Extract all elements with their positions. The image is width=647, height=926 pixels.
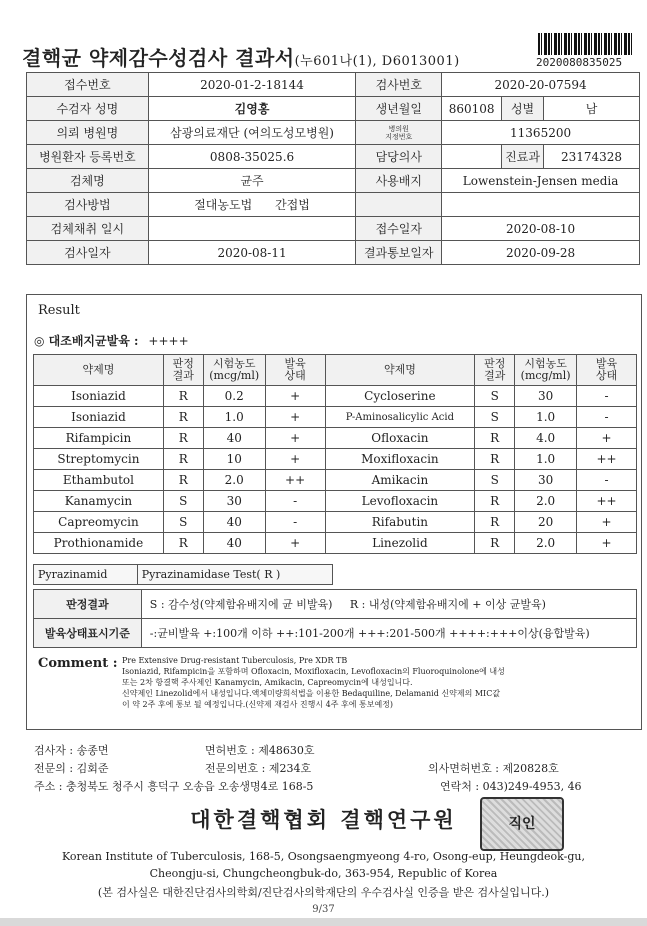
- growth: ++: [577, 491, 637, 512]
- judgement: R: [163, 386, 203, 407]
- pyrazinamid-row: [33, 564, 333, 585]
- drug-name: Kanamycin: [34, 491, 164, 512]
- label-report-date: 결과통보일자: [356, 241, 442, 265]
- judgement: R: [163, 533, 203, 554]
- concentration: 10: [203, 449, 265, 470]
- drug-name: Ethambutol: [34, 470, 164, 491]
- label-birthdate: 생년월일: [356, 97, 442, 121]
- label-sex: 성별: [502, 97, 544, 121]
- label-department: 진료과: [502, 145, 544, 169]
- label-patient-name: 수검자 성명: [27, 97, 149, 121]
- judgement: R: [163, 428, 203, 449]
- concentration: 1.0: [515, 407, 577, 428]
- concentration: 1.0: [203, 407, 265, 428]
- drug-name: Moxifloxacin: [325, 449, 475, 470]
- growth: ++: [265, 470, 325, 491]
- growth: -: [265, 491, 325, 512]
- drug-name: Prothionamide: [34, 533, 164, 554]
- patient-name: 김영홍: [148, 97, 356, 121]
- judgement: R: [163, 449, 203, 470]
- info-table: [26, 72, 640, 265]
- test-no: 2020-20-07594: [442, 73, 640, 97]
- drug-name: Rifabutin: [325, 512, 475, 533]
- concentration: 0.2: [203, 386, 265, 407]
- expert: 전문의 : 김회준: [34, 762, 109, 775]
- report-date: 2020-09-28: [442, 241, 640, 265]
- drug-name: Amikacin: [325, 470, 475, 491]
- expert-license: 전문의번호 : 제234호: [205, 762, 312, 775]
- concentration: 30: [203, 491, 265, 512]
- address-english: Korean Institute of Tuberculosis, 168-5, Osongsaengmyeong 4-ro, Osong-eup, Heungdeok-gu, Cheongju-si, Chungcheongbuk-do, 363-954, Republic of Korea: [61, 850, 585, 880]
- comment-label: Comment :: [38, 656, 118, 671]
- lab-address: 주소 : 충청북도 청주시 흥덕구 오송읍 오송생명4로 168-5: [34, 780, 314, 793]
- lab-phone: 연락처 : 043)249-4953, 46: [440, 780, 582, 793]
- hospital-code: 11365200: [442, 121, 640, 145]
- growth: +: [577, 428, 637, 449]
- hospital-patient-no: 0808-35025.6: [148, 145, 356, 169]
- header-growth: 발육 상태: [265, 355, 325, 386]
- barcode-number: 2020080835025: [536, 56, 623, 69]
- drug-name: Linezolid: [325, 533, 475, 554]
- growth: -: [577, 407, 637, 428]
- header-growth: 발육 상태: [577, 355, 637, 386]
- tester-license: 면허번호 : 제48630호: [205, 744, 315, 757]
- label-medium: 사용배지: [356, 169, 442, 193]
- concentration: 4.0: [515, 428, 577, 449]
- header-judgement: 판정 결과: [475, 355, 515, 386]
- criteria-table: [33, 589, 637, 648]
- table-row: [34, 428, 637, 449]
- judgement: S: [475, 407, 515, 428]
- growth: ++: [577, 449, 637, 470]
- doctor-license: 의사면허번호 : 제20828호: [428, 762, 559, 775]
- growth: +: [577, 533, 637, 554]
- concentration: 30: [515, 386, 577, 407]
- label-hospital: 의뢰 병원명: [27, 121, 149, 145]
- drug-name: Isoniazid: [34, 386, 164, 407]
- concentration: 1.0: [515, 449, 577, 470]
- judgement: S: [163, 491, 203, 512]
- table-row: [34, 386, 637, 407]
- barcode-icon: [538, 33, 632, 55]
- medium: Lowenstein-Jensen media: [442, 169, 640, 193]
- drug-name: Isoniazid: [34, 407, 164, 428]
- pyrazinamid-result: Pyrazinamidase Test( R ): [137, 565, 332, 585]
- growth: -: [265, 512, 325, 533]
- judgement-criteria: S : 감수성(약제함유배지에 균 비발육) R : 내성(약제함유배지에 + 이상 균발육): [141, 590, 636, 619]
- table-row: [34, 449, 637, 470]
- doctor-name: [442, 145, 502, 169]
- judgement: R: [475, 533, 515, 554]
- label-hospital-patient-no: 병원환자 등록번호: [27, 145, 149, 169]
- receipt-no: 2020-01-2-18144: [148, 73, 356, 97]
- document-title: 결핵균 약제감수성검사 결과서(누601나(1), D6013001): [22, 46, 460, 70]
- label-doctor: 담당의사: [356, 145, 442, 169]
- birthdate: 860108: [442, 97, 502, 121]
- concentration: 20: [515, 512, 577, 533]
- drug-name: Rifampicin: [34, 428, 164, 449]
- form-code: (누601나(1), D6013001): [294, 54, 460, 69]
- concentration: 2.0: [515, 533, 577, 554]
- department-code: 23174328: [544, 145, 640, 169]
- growth: +: [265, 407, 325, 428]
- concentration: 40: [203, 533, 265, 554]
- drug-table: [33, 354, 637, 554]
- organization-name: 대한결핵협회 결핵연구원: [190, 807, 457, 832]
- growth: +: [265, 386, 325, 407]
- judgement: R: [475, 491, 515, 512]
- specimen: 균주: [148, 169, 356, 193]
- pyrazinamid-label: Pyrazinamid: [34, 565, 138, 585]
- header-concentration: 시험농도 (mcg/ml): [515, 355, 577, 386]
- judgement: R: [475, 449, 515, 470]
- label-hospital-code: 병의원 지정번호: [356, 121, 442, 145]
- seal-stamp-icon: 직인: [480, 797, 564, 851]
- drug-name: Streptomycin: [34, 449, 164, 470]
- table-row: [34, 533, 637, 554]
- sex: 남: [544, 97, 640, 121]
- growth: +: [265, 428, 325, 449]
- drug-name: P-Aminosalicylic Acid: [325, 407, 475, 428]
- table-row: [34, 491, 637, 512]
- drug-name: Capreomycin: [34, 512, 164, 533]
- judgement: R: [475, 512, 515, 533]
- drug-name: Ofloxacin: [325, 428, 475, 449]
- test-method: 절대농도법 간접법: [148, 193, 356, 217]
- judgement: S: [475, 386, 515, 407]
- concentration: 40: [203, 512, 265, 533]
- page-number: 9/37: [312, 904, 335, 915]
- judgement-label: 판정결과: [34, 590, 142, 619]
- header-judgement: 판정 결과: [163, 355, 203, 386]
- label-collection-date: 검체채취 일시: [27, 217, 149, 241]
- growth: +: [265, 533, 325, 554]
- judgement: R: [163, 407, 203, 428]
- growth: +: [265, 449, 325, 470]
- concentration: 2.0: [203, 470, 265, 491]
- certification-note: (본 검사실은 대한진단검사의학회/진단검사의학재단의 우수검사실 인증을 받은 검사실입니다.): [97, 886, 550, 899]
- comment-text: Pre Extensive Drug-resistant Tuberculosis, Pre XDR TB Isoniazid, Rifampicin을 포함하며 Ofloxacin, Moxifloxacin, Levofloxacin의 Fluoroquinolone에 내성 또는 2차 항결핵 주사제인 Kanamycin, Amikacin, Capreomycin에 내성입니다. 신약제인 Linezolid에서 내성입니다.액체미량희석법을 이용한 Bedaquiline, Delamanid 신약제의 MIC값 이 약 2주 후에 통보 될 예정입니다.(신약제 재검사 진행시 4주 후에 통보예정): [122, 656, 505, 709]
- growth: -: [577, 470, 637, 491]
- table-row: [34, 407, 637, 428]
- collection-date: [148, 217, 356, 241]
- header-drug: 약제명: [34, 355, 164, 386]
- judgement: S: [475, 470, 515, 491]
- control-growth: ◎ 대조배지균발육 : ++++: [34, 334, 189, 348]
- test-date: 2020-08-11: [148, 241, 356, 265]
- hospital-name: 삼광의료재단 (여의도성모병원): [148, 121, 356, 145]
- growth-criteria: -:균비발육 +:100개 이하 ++:101-200개 +++:201-500개 ++++:+++이상(융합발육): [141, 619, 636, 648]
- label-receipt-no: 접수번호: [27, 73, 149, 97]
- tester: 검사자 : 송종면: [34, 744, 109, 757]
- label-test-method: 검사방법: [27, 193, 149, 217]
- label-receipt-date: 접수일자: [356, 217, 442, 241]
- header-concentration: 시험농도 (mcg/ml): [203, 355, 265, 386]
- label-test-no: 검사번호: [356, 73, 442, 97]
- judgement: S: [163, 512, 203, 533]
- judgement: R: [475, 428, 515, 449]
- label-specimen: 검체명: [27, 169, 149, 193]
- judgement: R: [163, 470, 203, 491]
- table-row: [34, 512, 637, 533]
- drug-name: Cycloserine: [325, 386, 475, 407]
- result-title: Result: [38, 303, 80, 318]
- concentration: 40: [203, 428, 265, 449]
- growth-criteria-label: 발육상태표시기준: [34, 619, 142, 648]
- drug-name: Levofloxacin: [325, 491, 475, 512]
- concentration: 30: [515, 470, 577, 491]
- table-row: [34, 470, 637, 491]
- bottom-strip: [0, 918, 647, 926]
- receipt-date: 2020-08-10: [442, 217, 640, 241]
- growth: -: [577, 386, 637, 407]
- growth: +: [577, 512, 637, 533]
- concentration: 2.0: [515, 491, 577, 512]
- label-test-date: 검사일자: [27, 241, 149, 265]
- header-drug: 약제명: [325, 355, 475, 386]
